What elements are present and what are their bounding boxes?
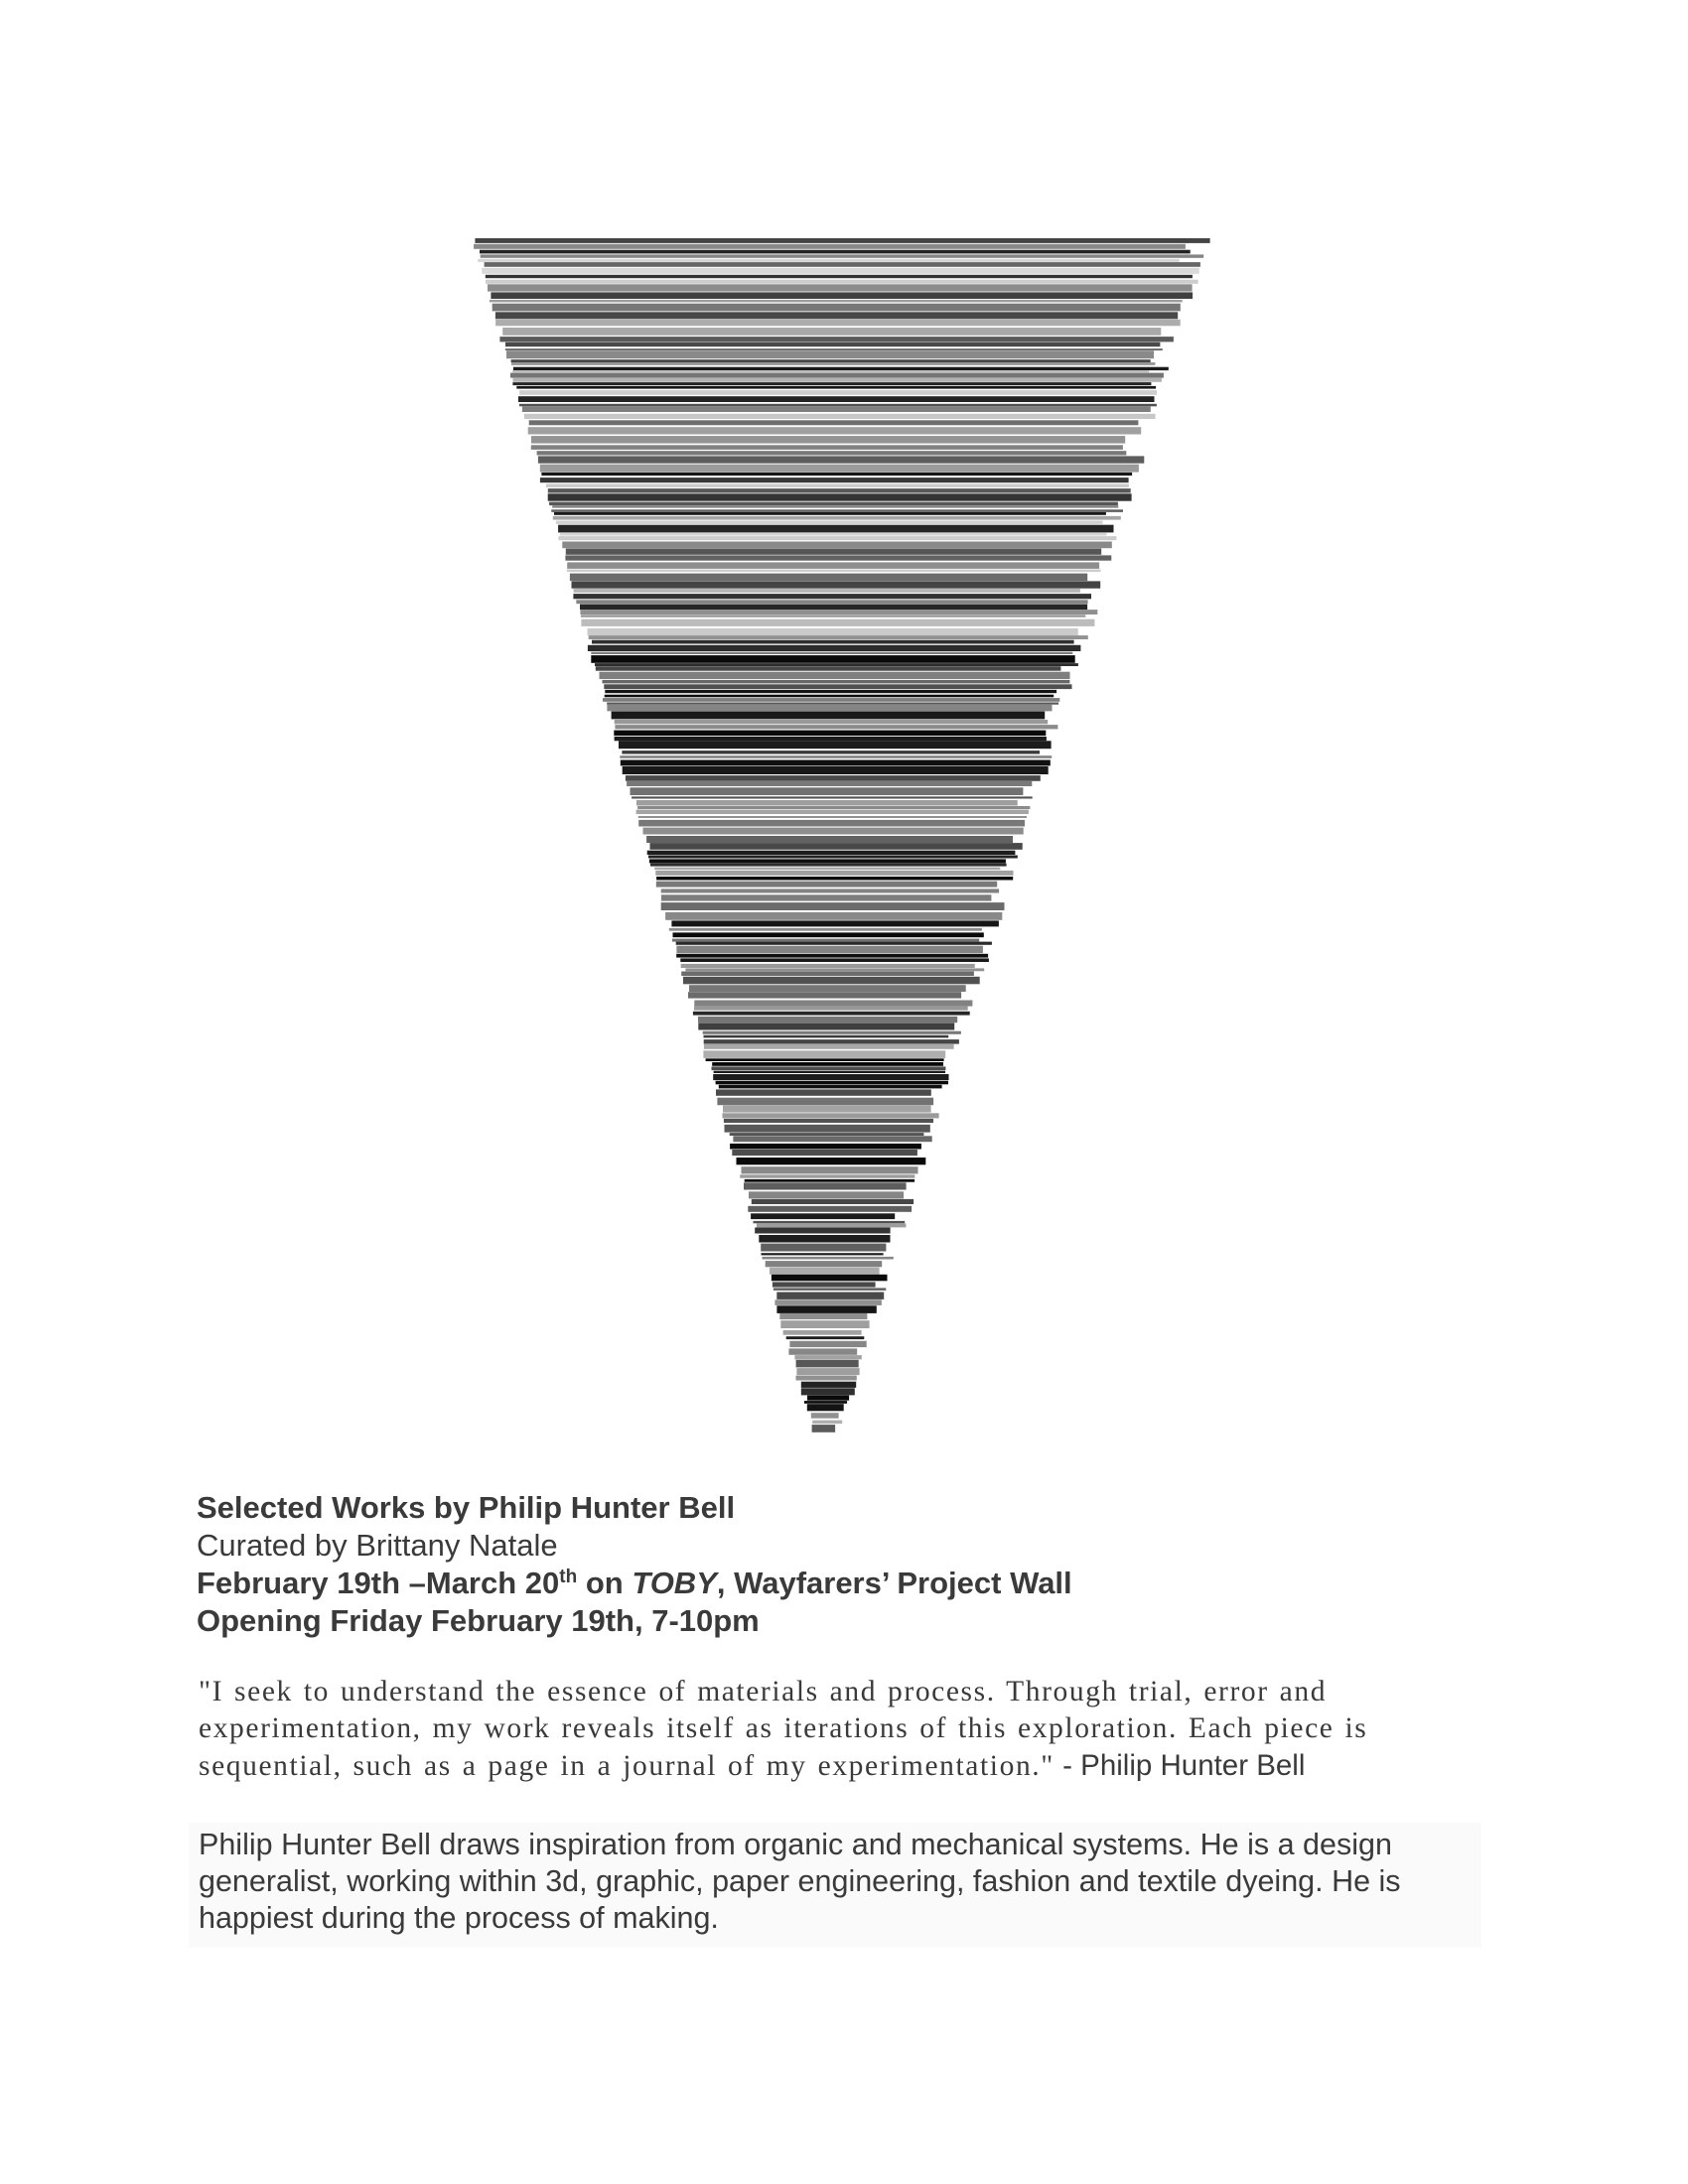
artwork-strip [567,570,1101,573]
artwork-strip [788,1348,857,1354]
artwork-strip [812,1425,836,1433]
artwork-strip [716,1081,948,1085]
artwork-strip [672,939,979,942]
artwork-strip [490,300,1183,303]
artwork-strip [518,396,1155,402]
artwork-strip [556,521,1103,524]
artwork-strip [712,1062,943,1066]
artwork-strip [654,868,1000,871]
artwork-strip [481,254,1203,257]
artwork-strip [749,1191,904,1198]
artwork-strip [519,404,1157,407]
artwork-strip [714,1071,945,1073]
artwork-strip [600,672,1070,679]
artwork-strip [757,1223,906,1227]
artwork-strip [779,1313,867,1319]
artwork-strip [513,367,1169,370]
dates-suffix: th [559,1567,578,1587]
artwork-strip [801,1382,856,1388]
artwork-strip [719,1085,942,1089]
artwork-strip [704,1039,959,1044]
artwork-strip [776,1305,876,1313]
artwork-strip [773,1282,876,1287]
artwork-strip [650,843,1023,850]
artwork-strip [524,414,1156,419]
artwork-strip [698,1023,954,1029]
artwork-strip [566,549,1101,555]
artwork-strip [512,382,1151,385]
artwork-strip [648,856,1018,859]
artwork-strip [812,1421,842,1425]
artwork-strip [565,555,1111,560]
artwork-strip [762,1253,884,1255]
artwork-strip [580,610,1097,614]
artwork-strip [681,972,974,977]
artwork-strip [574,589,1080,593]
artwork-strip [717,1098,933,1106]
artwork-strip [656,882,997,887]
dates-start: February 19th –March 20 [197,1566,560,1600]
artwork-strip [552,505,1118,507]
artwork-strip [774,1288,886,1291]
artwork-strip [661,888,999,892]
artwork-strip [770,1268,880,1275]
artwork-strip [744,1182,907,1189]
artwork-strip [505,342,1160,346]
artwork-strip [510,373,1164,378]
striped-triangle-icon [199,199,1271,1449]
artwork-strip [605,690,1056,693]
artwork-strip [604,684,1071,689]
artwork-strip [581,614,1085,617]
dates-on: on [577,1566,633,1600]
artwork-strip [661,894,992,900]
artwork-strip [631,787,1024,795]
artwork-strip [506,350,1154,358]
artwork-strip [478,259,1179,262]
artwork-strip [694,1001,972,1007]
artwork-strip [516,386,1156,389]
artwork-strip [560,533,1107,536]
artwork-strip [706,1058,944,1061]
artwork-strip [693,1012,970,1016]
artwork-strip [661,902,1005,910]
artwork-strip [615,737,1047,741]
artwork-strip [733,1136,931,1142]
artwork-strip [554,512,1106,515]
artwork-strip [780,1320,869,1328]
artwork-strip [754,1221,906,1223]
artwork-strip [725,1125,930,1133]
artwork-strip [649,859,1006,863]
artwork-strip [491,292,1193,299]
artwork-strip [480,250,1191,254]
artwork-strip [486,280,1198,284]
artwork-strip [511,362,1156,365]
artwork-strip [573,594,1091,599]
artwork-strip [723,1105,931,1112]
artwork-strip [529,420,1139,425]
artwork-strip [796,1360,859,1368]
artwork-strip [558,525,1113,533]
artwork-strip [512,370,1149,372]
artwork-strip [772,1275,888,1282]
artwork-strip [689,985,966,992]
artwork-strip [703,1050,945,1058]
artwork-strip [673,932,984,937]
artwork-strip [712,1066,946,1070]
artwork-strip [789,1341,866,1347]
artwork-strip [796,1368,859,1375]
artwork-strip [755,1228,890,1234]
artwork-strip [623,766,1049,774]
artwork-strip [519,390,1157,395]
artwork-strip [761,1244,886,1252]
artwork-strip [495,320,1181,327]
artwork-strip [619,741,1052,749]
artwork-strip [551,509,1123,512]
artwork-strip [683,977,980,985]
artwork-strip [655,871,1013,876]
artwork-strip [681,964,975,968]
artwork-strip [751,1213,895,1219]
artwork-strip [615,725,1057,729]
artist-bio: Philip Hunter Bell draws inspiration from organic and mechanical systems. He is a design generalist, working within 3d, graphic, paper engineering, fashion and textile dyeing. He is happiest during the process of making. [189,1823,1481,1948]
venue-rest: , Wayfarers’ Project Wall [716,1566,1072,1600]
artwork-strip [786,1336,865,1339]
opening-line: Opening Friday February 19th, 7-10pm [197,1603,760,1638]
exhibition-title: Selected Works by Philip Hunter Bell [197,1490,736,1525]
artwork-strip [615,720,1048,724]
artwork-strip [531,436,1125,444]
venue-name: TOBY [632,1566,717,1600]
artwork-strip [502,328,1161,336]
artwork-strip [698,1017,957,1023]
artwork-strip [704,1035,949,1038]
artwork-strip [540,465,1139,473]
artwork-strip [636,810,1029,814]
artist-quote [199,1674,1489,1785]
artwork-strip [703,1031,961,1034]
artwork-strip [804,1401,847,1404]
artwork-strip [730,1133,924,1136]
artwork-strip [548,488,1131,492]
artwork-strip [505,348,1163,350]
artwork-strip [622,751,1040,753]
artwork-strip [607,703,1058,705]
artwork-strip [723,1113,939,1118]
artwork-strip [774,1299,882,1305]
artwork-strip [607,705,1052,712]
artwork-strip [776,1293,884,1299]
artwork-strip [540,478,1129,482]
artwork-strip [562,542,1112,549]
artwork-strip [730,1144,921,1150]
artwork-strip [636,800,1018,806]
artwork-strip [638,816,1027,818]
artwork-strip [745,1179,914,1182]
artwork-strip [621,760,1051,766]
artwork-strip [553,516,1121,520]
artwork-strip [591,655,1074,663]
artwork-strip [475,238,1209,243]
artwork-strip [676,942,992,945]
artwork-strip [492,304,1181,312]
artwork-strip [614,731,1046,737]
artwork-strip [589,635,1088,639]
artwork-strip [669,928,982,931]
artwork-strip [766,1261,883,1267]
artwork-strip [748,1206,912,1212]
artwork-strip [612,712,1046,720]
artwork-strip [595,663,1078,666]
artwork-strip [626,775,1041,781]
artwork-strip [581,619,1094,626]
artwork-strip [713,1074,948,1080]
artwork-strip [638,820,1025,827]
artwork-strip [807,1396,849,1401]
artwork-strip [605,695,1054,698]
artwork-strip [752,1199,914,1204]
artwork-strip [546,484,1129,487]
artwork-strip [794,1355,861,1359]
artwork-strip [522,406,1151,412]
artwork-strip [783,1330,862,1335]
curator-line: Curated by Brittany Natale [197,1528,558,1563]
artwork-strip [740,1174,914,1177]
artwork-strip [570,574,1087,582]
artwork-strip [694,1007,968,1011]
artwork-strip [486,275,1193,278]
artwork-strip [588,645,1081,651]
artwork-strip [685,968,984,971]
artwork-strip [732,1150,917,1156]
artwork-strip [499,337,1174,341]
artwork-strip [488,284,1193,291]
artwork-strip [763,1257,894,1260]
artwork-strip [537,451,1127,455]
artwork-strip [531,445,1123,450]
artwork-strip [716,1089,931,1095]
artwork-strip [548,493,1132,500]
artwork-strip [592,640,1074,644]
artwork-strip [704,1044,954,1049]
artwork-strip [671,920,999,926]
artwork-strip [482,268,1198,274]
artwork-strip [759,1235,890,1243]
artwork-strip [603,698,1059,702]
artwork-strip [576,600,1087,604]
artwork-strip [627,781,1032,786]
artwork-strip [737,1158,926,1164]
quote-text: "I seek to understand the essence of materials and process. Through trial, error and experimentation, my work reveals itself as iterations of this exploration. Each piece is sequential, such as a page in a journal of my experimentation." [199,1676,1368,1782]
artwork-strip [801,1388,855,1395]
artwork-strip [513,378,1162,382]
artwork [199,199,1271,1449]
artwork-strip [572,581,1101,588]
artwork-strip [632,796,1033,798]
artwork-strip [650,864,1007,867]
artwork-strip [528,427,1141,434]
artwork-strip [656,877,1013,881]
artwork-strip [676,946,983,953]
artwork-strip [811,1413,839,1419]
artwork-strip [580,605,1087,611]
artwork-strip [620,755,1052,758]
exhibition-info [197,1489,1487,1640]
artwork-strip [665,912,1002,920]
exhibition-dates [197,1565,1487,1602]
artwork-strip [596,666,1061,671]
artwork-strip [647,851,1016,855]
artwork-strip [742,1166,918,1173]
artwork-strip [559,536,1117,540]
artwork-strip [646,836,1013,843]
artwork-strip [680,958,989,962]
artwork-strip [567,562,1099,569]
quote-attribution: - Philip Hunter Bell [1054,1749,1306,1782]
artwork-strip [724,1119,933,1123]
artwork-strip [676,954,988,958]
artwork-strip [643,828,1024,835]
artwork-strip [796,1376,857,1381]
artwork-strip [485,262,1200,267]
artwork-strip [541,473,1132,476]
artwork-strip [495,312,1178,319]
artwork-strip [474,244,1186,249]
artwork-strip [588,628,1078,635]
artwork-strip [688,992,961,998]
artwork-strip [637,806,1030,809]
artwork-strip [603,680,1070,684]
artwork-strip [538,456,1144,463]
artwork-strip [511,359,1151,362]
artwork-strip [549,502,1118,506]
artwork-strip [591,652,1072,654]
artwork-strip [807,1404,844,1411]
